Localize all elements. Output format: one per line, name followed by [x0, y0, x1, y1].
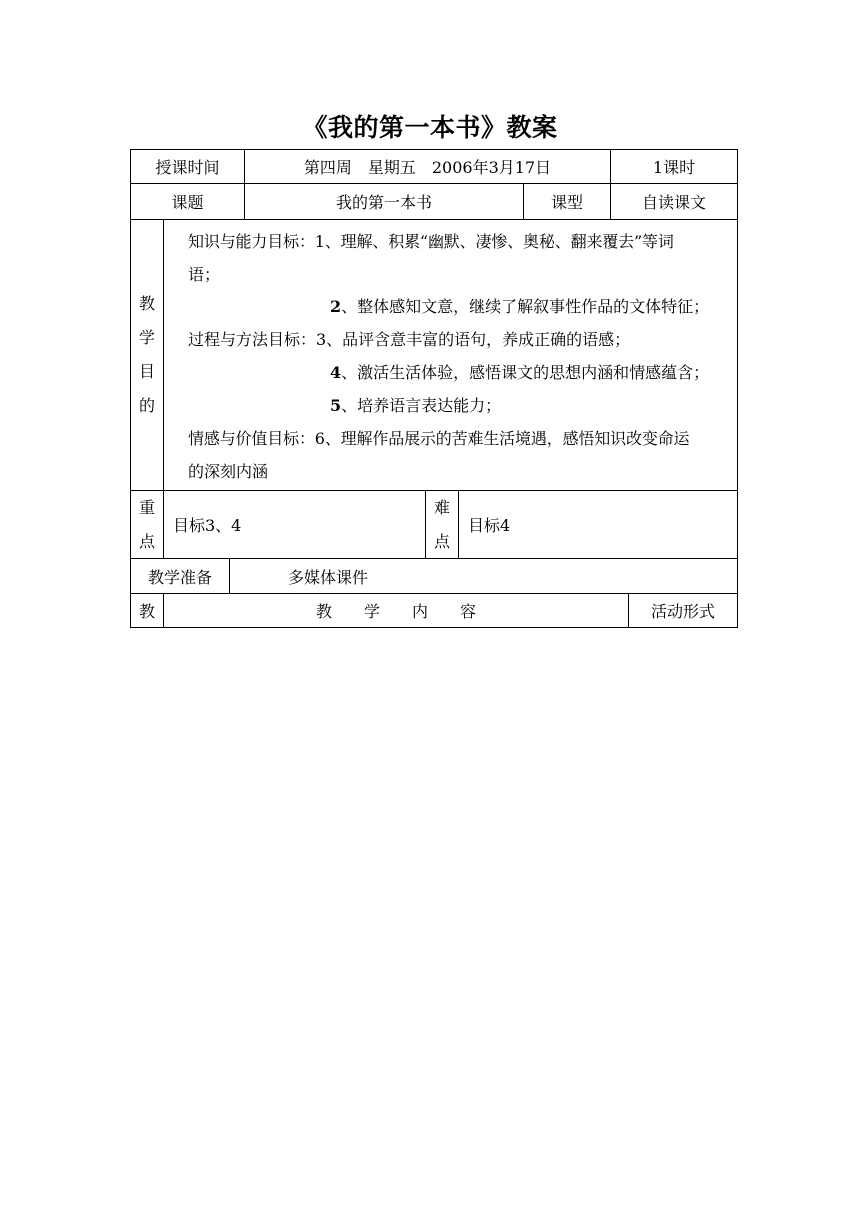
objectives-label-char: 目 — [138, 362, 155, 381]
objective-line-2: 语； — [188, 265, 221, 284]
process-header: 教 — [138, 602, 155, 621]
difficult-point-label-cell — [425, 490, 459, 559]
objectives-label-char: 的 — [138, 396, 155, 415]
key-point-label-cell — [130, 490, 164, 559]
lesson-type-label-cell — [523, 183, 611, 220]
preparation-label: 教学准备 — [147, 567, 212, 587]
difficult-point-value-cell — [458, 490, 738, 559]
difficult-point-label-char: 点 — [433, 531, 450, 551]
document-title: 《我的第一本书》教案 — [302, 113, 558, 142]
lesson-type-label: 课型 — [550, 193, 583, 212]
objectives-label-char: 教 — [138, 294, 155, 313]
objective-line-8: 的深刻内涵 — [188, 462, 269, 481]
objective-line-1: 知识与能力目标：1、理解、积累“幽默、凄惨、奥秘、翻来覆去”等词 — [188, 232, 674, 251]
objectives-label-char: 学 — [138, 328, 155, 347]
teaching-time-label: 授课时间 — [155, 158, 220, 177]
lesson-type-value-cell — [610, 183, 738, 220]
preparation-label-cell — [130, 558, 230, 594]
activity-header-cell — [628, 593, 738, 628]
topic-value: 我的第一本书 — [335, 193, 432, 212]
objective-line-7: 情感与价值目标：6、理解作品展示的苦难生活境遇，感悟知识改变命运 — [188, 429, 690, 448]
key-point-value-cell — [163, 490, 426, 559]
objectives-content-cell — [163, 219, 738, 491]
process-header-cell — [130, 593, 164, 628]
content-header: 教 学 内 容 — [315, 602, 476, 621]
key-point-value: 目标3、4 — [173, 516, 242, 535]
activity-header: 活动形式 — [650, 602, 715, 621]
class-hours-value: 1课时 — [652, 158, 696, 177]
teaching-time-value-cell — [244, 149, 611, 184]
objective-line-5: 4、激活生活体验，感悟课文的思想内涵和情感蕴含； — [330, 363, 710, 382]
preparation-value-cell — [229, 558, 738, 594]
objectives-label-cell — [130, 219, 164, 491]
content-header-cell — [163, 593, 629, 628]
teaching-time-value: 第四周 星期五 2006年3月17日 — [303, 158, 552, 177]
topic-value-cell — [244, 183, 524, 220]
key-point-label-char: 重 — [138, 497, 155, 517]
topic-label-cell — [130, 183, 245, 220]
objective-line-6: 5、培养语言表达能力； — [330, 396, 502, 415]
key-point-label-char: 点 — [138, 531, 155, 551]
objective-line-4: 过程与方法目标：3、品评含意丰富的语句，养成正确的语感； — [188, 330, 631, 349]
teaching-time-label-cell — [130, 149, 245, 184]
topic-label: 课题 — [171, 193, 204, 212]
objective-line-3: 2、整体感知文意，继续了解叙事性作品的文体特征； — [330, 297, 710, 316]
difficult-point-value: 目标4 — [468, 516, 511, 535]
difficult-point-label-char: 难 — [433, 497, 450, 517]
class-hours-cell — [610, 149, 738, 184]
preparation-value: 多媒体课件 — [288, 567, 369, 587]
lesson-type-value: 自读课文 — [641, 193, 706, 212]
